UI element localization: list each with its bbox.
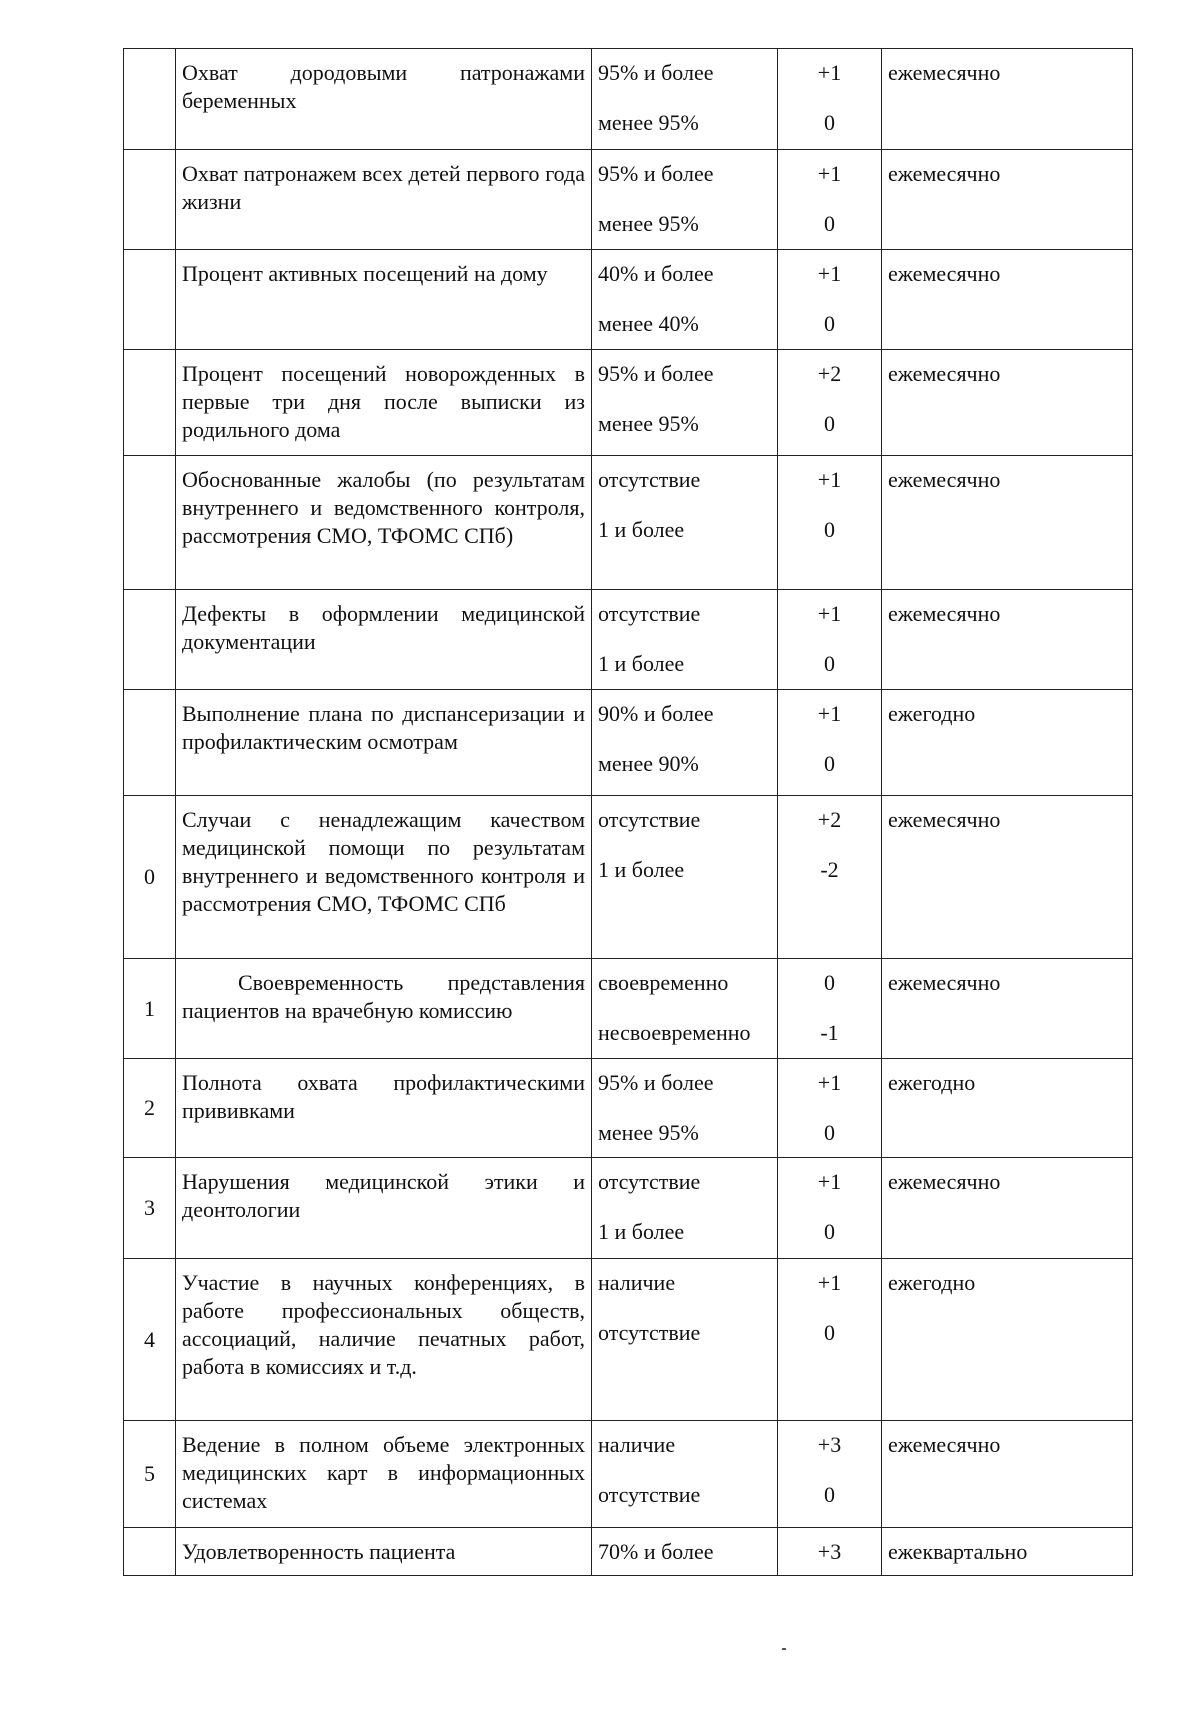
row-number (124, 49, 176, 150)
criteria-cell (592, 150, 778, 250)
row-number: 1 (124, 959, 176, 1059)
indicator-description: Выполнение плана по диспансеризации и профилактическим осмотрам (176, 690, 592, 796)
score-value: +2 (817, 807, 842, 832)
score-value: +3 (817, 1539, 842, 1564)
score-value: 0 (824, 211, 835, 236)
score-value: 0 (824, 1120, 835, 1145)
frequency-cell: ежемесячно (882, 1158, 1133, 1259)
table-row (124, 959, 1133, 1059)
score-cell (778, 959, 882, 1059)
score-cell (778, 350, 882, 456)
criteria-option: 70% и более (598, 1539, 714, 1564)
frequency-cell: ежегодно (882, 1059, 1133, 1158)
indicator-description: Процент посещений новорожденных в первые три дня после выписки из родильного дома (176, 350, 592, 456)
criteria-cell (592, 1421, 778, 1528)
criteria-cell (592, 250, 778, 350)
row-number (124, 590, 176, 690)
score-cell (778, 1158, 882, 1259)
criteria-option: менее 95% (598, 1120, 699, 1145)
score-value: 0 (824, 110, 835, 135)
table-row (124, 150, 1133, 250)
score-cell (778, 250, 882, 350)
score-cell (778, 1421, 882, 1528)
score-value: 0 (824, 1320, 835, 1345)
frequency-cell: ежемесячно (882, 456, 1133, 590)
row-number: 2 (124, 1059, 176, 1158)
table-row (124, 1158, 1133, 1259)
criteria-option: наличие (598, 1270, 676, 1295)
score-value: -2 (820, 857, 839, 882)
table-row (124, 49, 1133, 150)
indicator-description: Обоснованные жалобы (по результатам внутреннего и ведомственного контроля, рассмотрения СМО, ТФОМС СПб) (176, 456, 592, 590)
score-cell (778, 796, 882, 959)
criteria-option: менее 95% (598, 411, 699, 436)
score-value: -1 (820, 1020, 839, 1045)
table-row (124, 456, 1133, 590)
criteria-option: менее 90% (598, 751, 699, 776)
score-value: +1 (817, 161, 842, 186)
row-number: 4 (124, 1259, 176, 1421)
score-value: +1 (817, 601, 842, 626)
score-cell (778, 150, 882, 250)
table-row (124, 1421, 1133, 1528)
row-number (124, 150, 176, 250)
frequency-cell: ежегодно (882, 690, 1133, 796)
score-cell (778, 1259, 882, 1421)
indicator-description: Процент активных посещений на дому (176, 250, 592, 350)
criteria-option: 90% и более (598, 701, 714, 726)
criteria-table (123, 48, 1133, 1576)
score-value: 0 (824, 751, 835, 776)
criteria-cell (592, 1528, 778, 1576)
table-row (124, 250, 1133, 350)
score-value: 0 (824, 651, 835, 676)
row-number (124, 456, 176, 590)
score-value: +1 (817, 1169, 842, 1194)
score-value: 0 (824, 517, 835, 542)
criteria-option: отсутствие (598, 467, 701, 492)
table-row (124, 350, 1133, 456)
criteria-cell (592, 49, 778, 150)
criteria-option: отсутствие (598, 1169, 701, 1194)
criteria-cell (592, 959, 778, 1059)
frequency-cell: ежемесячно (882, 959, 1133, 1059)
table-row (124, 690, 1133, 796)
table-row (124, 590, 1133, 690)
frequency-cell: ежемесячно (882, 150, 1133, 250)
frequency-cell: ежемесячно (882, 590, 1133, 690)
frequency-cell: ежемесячно (882, 796, 1133, 959)
score-cell (778, 1059, 882, 1158)
criteria-option: отсутствие (598, 1482, 701, 1507)
row-number: 3 (124, 1158, 176, 1259)
row-number (124, 1528, 176, 1576)
frequency-cell: ежемесячно (882, 350, 1133, 456)
row-number (124, 690, 176, 796)
row-number (124, 350, 176, 456)
criteria-option: 1 и более (598, 857, 685, 882)
row-number (124, 250, 176, 350)
indicator-description (176, 959, 592, 1059)
score-value: 0 (824, 1219, 835, 1244)
score-value: +1 (817, 60, 842, 85)
indicator-description: Ведение в полном объеме электронных медицинских карт в информационных системах (176, 1421, 592, 1528)
score-cell (778, 49, 882, 150)
criteria-cell (592, 1158, 778, 1259)
frequency-cell: ежемесячно (882, 49, 1133, 150)
criteria-option: отсутствие (598, 807, 701, 832)
score-value: 0 (824, 411, 835, 436)
indicator-description: Удовлетворенность пациента (176, 1528, 592, 1576)
criteria-cell (592, 1059, 778, 1158)
score-cell (778, 590, 882, 690)
criteria-option: своевременно (598, 970, 729, 995)
indicator-description: Полнота охвата профилактическими прививками (176, 1059, 592, 1158)
score-value: 0 (824, 1482, 835, 1507)
criteria-option: несвоевременно (598, 1020, 751, 1045)
score-cell (778, 1528, 882, 1576)
criteria-option: менее 40% (598, 311, 699, 336)
score-value: +1 (817, 467, 842, 492)
score-value: +1 (817, 1070, 842, 1095)
score-value: +1 (817, 701, 842, 726)
score-value: 0 (824, 311, 835, 336)
indicator-description-text: Своевременность представления пациентов на врачебную комиссию (182, 970, 585, 1023)
score-value: +2 (817, 361, 842, 386)
criteria-option: менее 95% (598, 211, 699, 236)
criteria-option: наличие (598, 1432, 676, 1457)
indicator-description: Нарушения медицинской этики и деонтологии (176, 1158, 592, 1259)
indicator-description: Случаи с ненадлежащим качеством медицинской помощи по результатам внутреннего и ведомственного контроля и рассмотрения СМО, ТФОМС СПб (176, 796, 592, 959)
score-cell (778, 690, 882, 796)
score-value: 0 (824, 970, 835, 995)
score-value: +1 (817, 261, 842, 286)
criteria-option: 95% и более (598, 1070, 714, 1095)
table-row (124, 796, 1133, 959)
criteria-option: 40% и более (598, 261, 714, 286)
criteria-cell (592, 590, 778, 690)
score-value: +1 (817, 1270, 842, 1295)
criteria-cell (592, 456, 778, 590)
row-number: 5 (124, 1421, 176, 1528)
indicator-description: Участие в научных конференциях, в работе профессиональных обществ, ассоциаций, наличие печатных работ, работа в комиссиях и т.д. (176, 1259, 592, 1421)
frequency-cell: ежемесячно (882, 250, 1133, 350)
frequency-cell: ежеквартально (882, 1528, 1133, 1576)
score-value: +3 (817, 1432, 842, 1457)
criteria-option: отсутствие (598, 601, 701, 626)
table-row (124, 1059, 1133, 1158)
criteria-option: 1 и более (598, 1219, 685, 1244)
table-row (124, 1259, 1133, 1421)
frequency-cell: ежегодно (882, 1259, 1133, 1421)
criteria-option: 95% и более (598, 361, 714, 386)
criteria-option: менее 95% (598, 110, 699, 135)
score-cell (778, 456, 882, 590)
scan-artifact-dot (782, 1648, 786, 1650)
criteria-cell (592, 796, 778, 959)
criteria-option: 1 и более (598, 651, 685, 676)
criteria-option: отсутствие (598, 1320, 701, 1345)
criteria-cell (592, 690, 778, 796)
indicator-description: Дефекты в оформлении медицинской документации (176, 590, 592, 690)
indicator-description: Охват патронажем всех детей первого года жизни (176, 150, 592, 250)
row-number: 0 (124, 796, 176, 959)
criteria-option: 95% и более (598, 161, 714, 186)
criteria-option: 95% и более (598, 60, 714, 85)
criteria-cell (592, 350, 778, 456)
criteria-option: 1 и более (598, 517, 685, 542)
indicator-description: Охват дородовыми патронажами беременных (176, 49, 592, 150)
frequency-cell: ежемесячно (882, 1421, 1133, 1528)
criteria-cell (592, 1259, 778, 1421)
table-row (124, 1528, 1133, 1576)
